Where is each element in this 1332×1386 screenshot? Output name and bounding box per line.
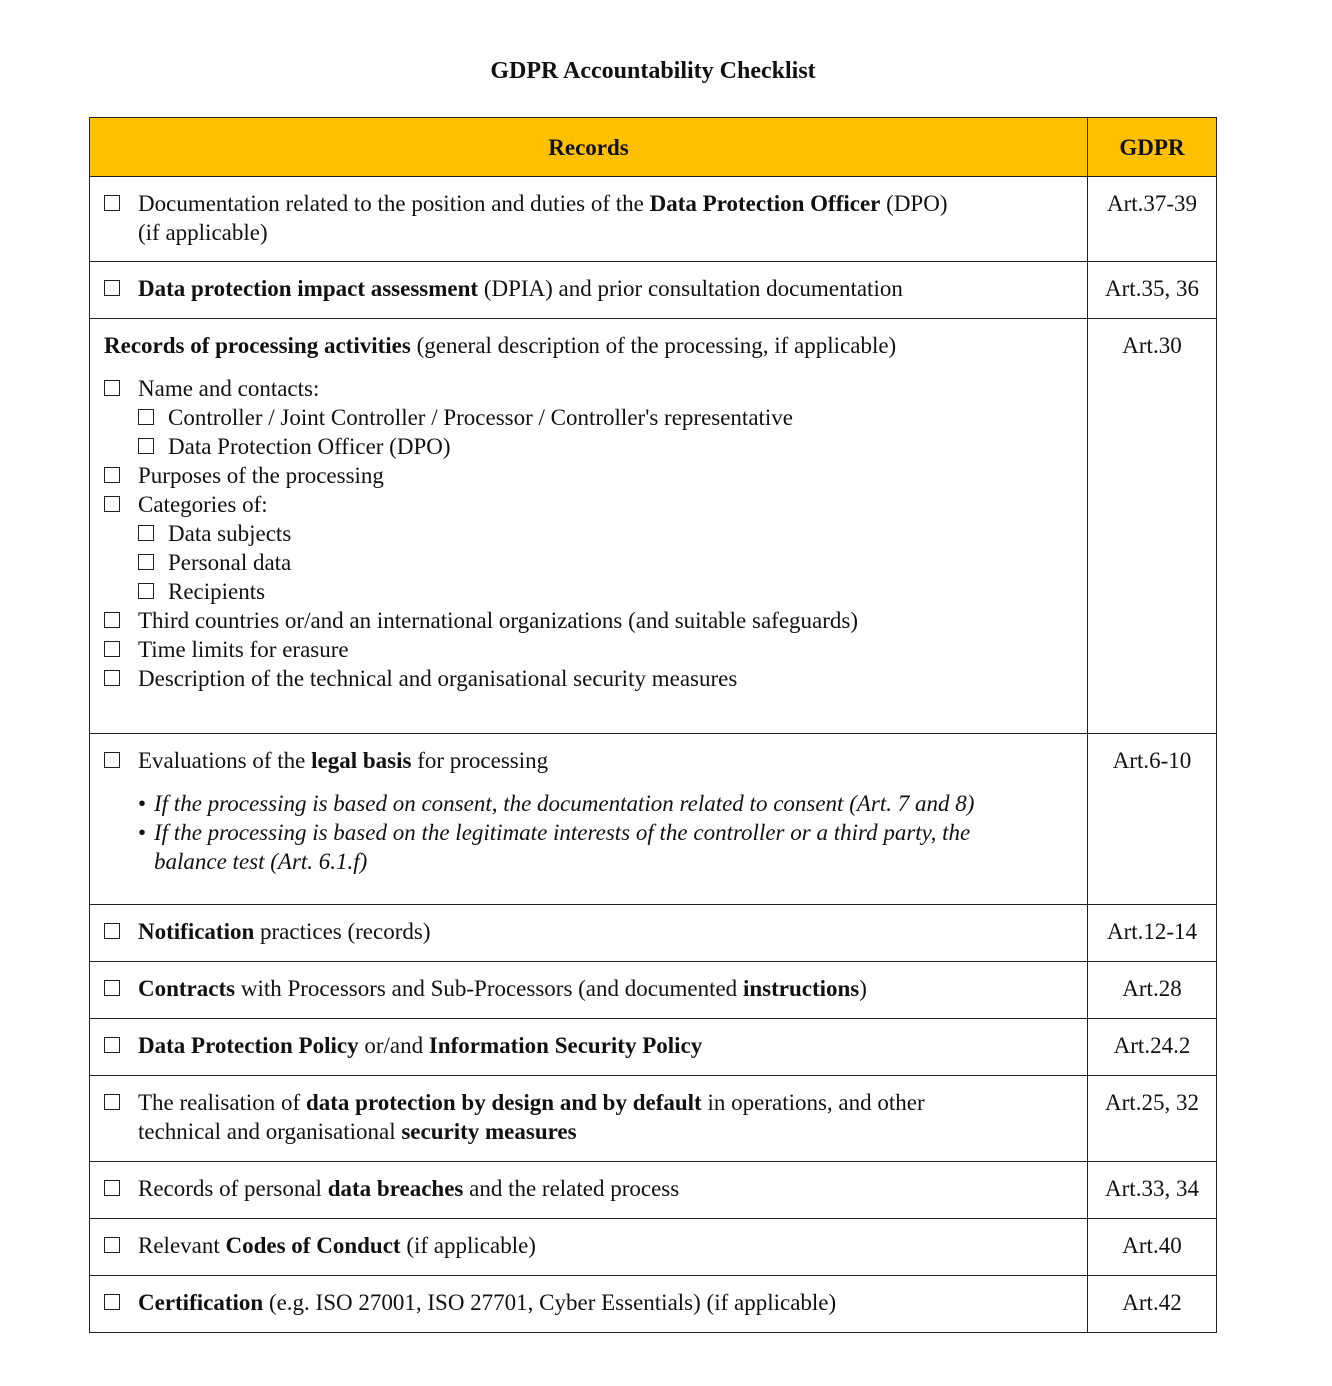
table-row xyxy=(90,262,1217,319)
table-header-row xyxy=(90,118,1217,177)
checkbox[interactable] xyxy=(104,641,120,657)
row-description: Records of personal data breaches and the related process xyxy=(90,1162,1088,1219)
checkbox[interactable] xyxy=(138,525,154,541)
row-description: Records of processing activities (general description of the processing, if applicable) Name and contacts: Controller / Joint Controller / Processor / Controller's representative Data Protection Officer (DPO) Purposes of the processing Categories of: Data subjects Personal data Recipients Third countries or/and an international organizations (and suitable safeguards) Time limits for erasure Description of the technical and organisational security measures xyxy=(90,319,1088,734)
checkbox[interactable] xyxy=(104,1237,120,1253)
checkbox[interactable] xyxy=(104,467,120,483)
row-description: Certification (e.g. ISO 27001, ISO 27701, Cyber Essentials) (if applicable) xyxy=(90,1276,1088,1333)
row-article: Art.30 xyxy=(1088,319,1217,734)
list-item: • If the processing is based on the legitimate interests of the controller or a third party, the balance test (Art. 6.1.f) xyxy=(138,820,971,874)
row-article: Art.37-39 xyxy=(1088,177,1217,262)
checkbox[interactable] xyxy=(138,554,154,570)
checkbox[interactable] xyxy=(104,1180,120,1196)
row-article: Art.33, 34 xyxy=(1088,1162,1217,1219)
header-records: Records xyxy=(90,118,1088,177)
checkbox[interactable] xyxy=(138,409,154,425)
row-description: Documentation related to the position and duties of the Data Protection Officer (DPO) (if applicable) xyxy=(90,177,1088,262)
row-article: Art.42 xyxy=(1088,1276,1217,1333)
table-row xyxy=(90,1162,1217,1219)
row-description: Data Protection Policy or/and Information Security Policy xyxy=(90,1019,1088,1076)
table-row xyxy=(90,962,1217,1019)
table-row xyxy=(90,1019,1217,1076)
row-article: Art.6-10 xyxy=(1088,734,1217,905)
row-description: Notification practices (records) xyxy=(90,905,1088,962)
checkbox[interactable] xyxy=(104,1294,120,1310)
checkbox[interactable] xyxy=(104,195,120,211)
row-description: Relevant Codes of Conduct (if applicable) xyxy=(90,1219,1088,1276)
checkbox[interactable] xyxy=(138,438,154,454)
checkbox[interactable] xyxy=(138,583,154,599)
table-row xyxy=(90,177,1217,262)
table-row xyxy=(90,319,1217,734)
row-article: Art.40 xyxy=(1088,1219,1217,1276)
checkbox[interactable] xyxy=(104,612,120,628)
checkbox[interactable] xyxy=(104,752,120,768)
checkbox[interactable] xyxy=(104,923,120,939)
row-article: Art.35, 36 xyxy=(1088,262,1217,319)
row-description: Evaluations of the legal basis for processing • If the processing is based on consent, the documentation related to consent (Art. 7 and 8) • If the processing is based on the legitimate interests of the controller or a third party, the balance test (Art. 6.1.f) xyxy=(90,734,1088,905)
checklist-table xyxy=(89,117,1217,1333)
table-row xyxy=(90,1219,1217,1276)
row-article: Art.25, 32 xyxy=(1088,1076,1217,1162)
row-description: Contracts with Processors and Sub-Processors (and documented instructions) xyxy=(90,962,1088,1019)
checkbox[interactable] xyxy=(104,1094,120,1110)
header-gdpr: GDPR xyxy=(1088,118,1217,177)
row-article: Art.28 xyxy=(1088,962,1217,1019)
row-article: Art.12-14 xyxy=(1088,905,1217,962)
table-row xyxy=(90,1276,1217,1333)
table-row xyxy=(90,905,1217,962)
row-description: The realisation of data protection by design and by default in operations, and other technical and organisational security measures xyxy=(90,1076,1088,1162)
page-title: GDPR Accountability Checklist xyxy=(490,58,816,84)
checkbox[interactable] xyxy=(104,280,120,296)
checkbox[interactable] xyxy=(104,980,120,996)
table-row xyxy=(90,734,1217,905)
list-item: • If the processing is based on consent, the documentation related to consent (Art. 7 and 8) xyxy=(138,791,975,816)
checkbox[interactable] xyxy=(104,670,120,686)
checkbox[interactable] xyxy=(104,380,120,396)
checkbox[interactable] xyxy=(104,1037,120,1053)
table-row xyxy=(90,1076,1217,1162)
row-article: Art.24.2 xyxy=(1088,1019,1217,1076)
checkbox[interactable] xyxy=(104,496,120,512)
row-description: Data protection impact assessment (DPIA) and prior consultation documentation xyxy=(90,262,1088,319)
